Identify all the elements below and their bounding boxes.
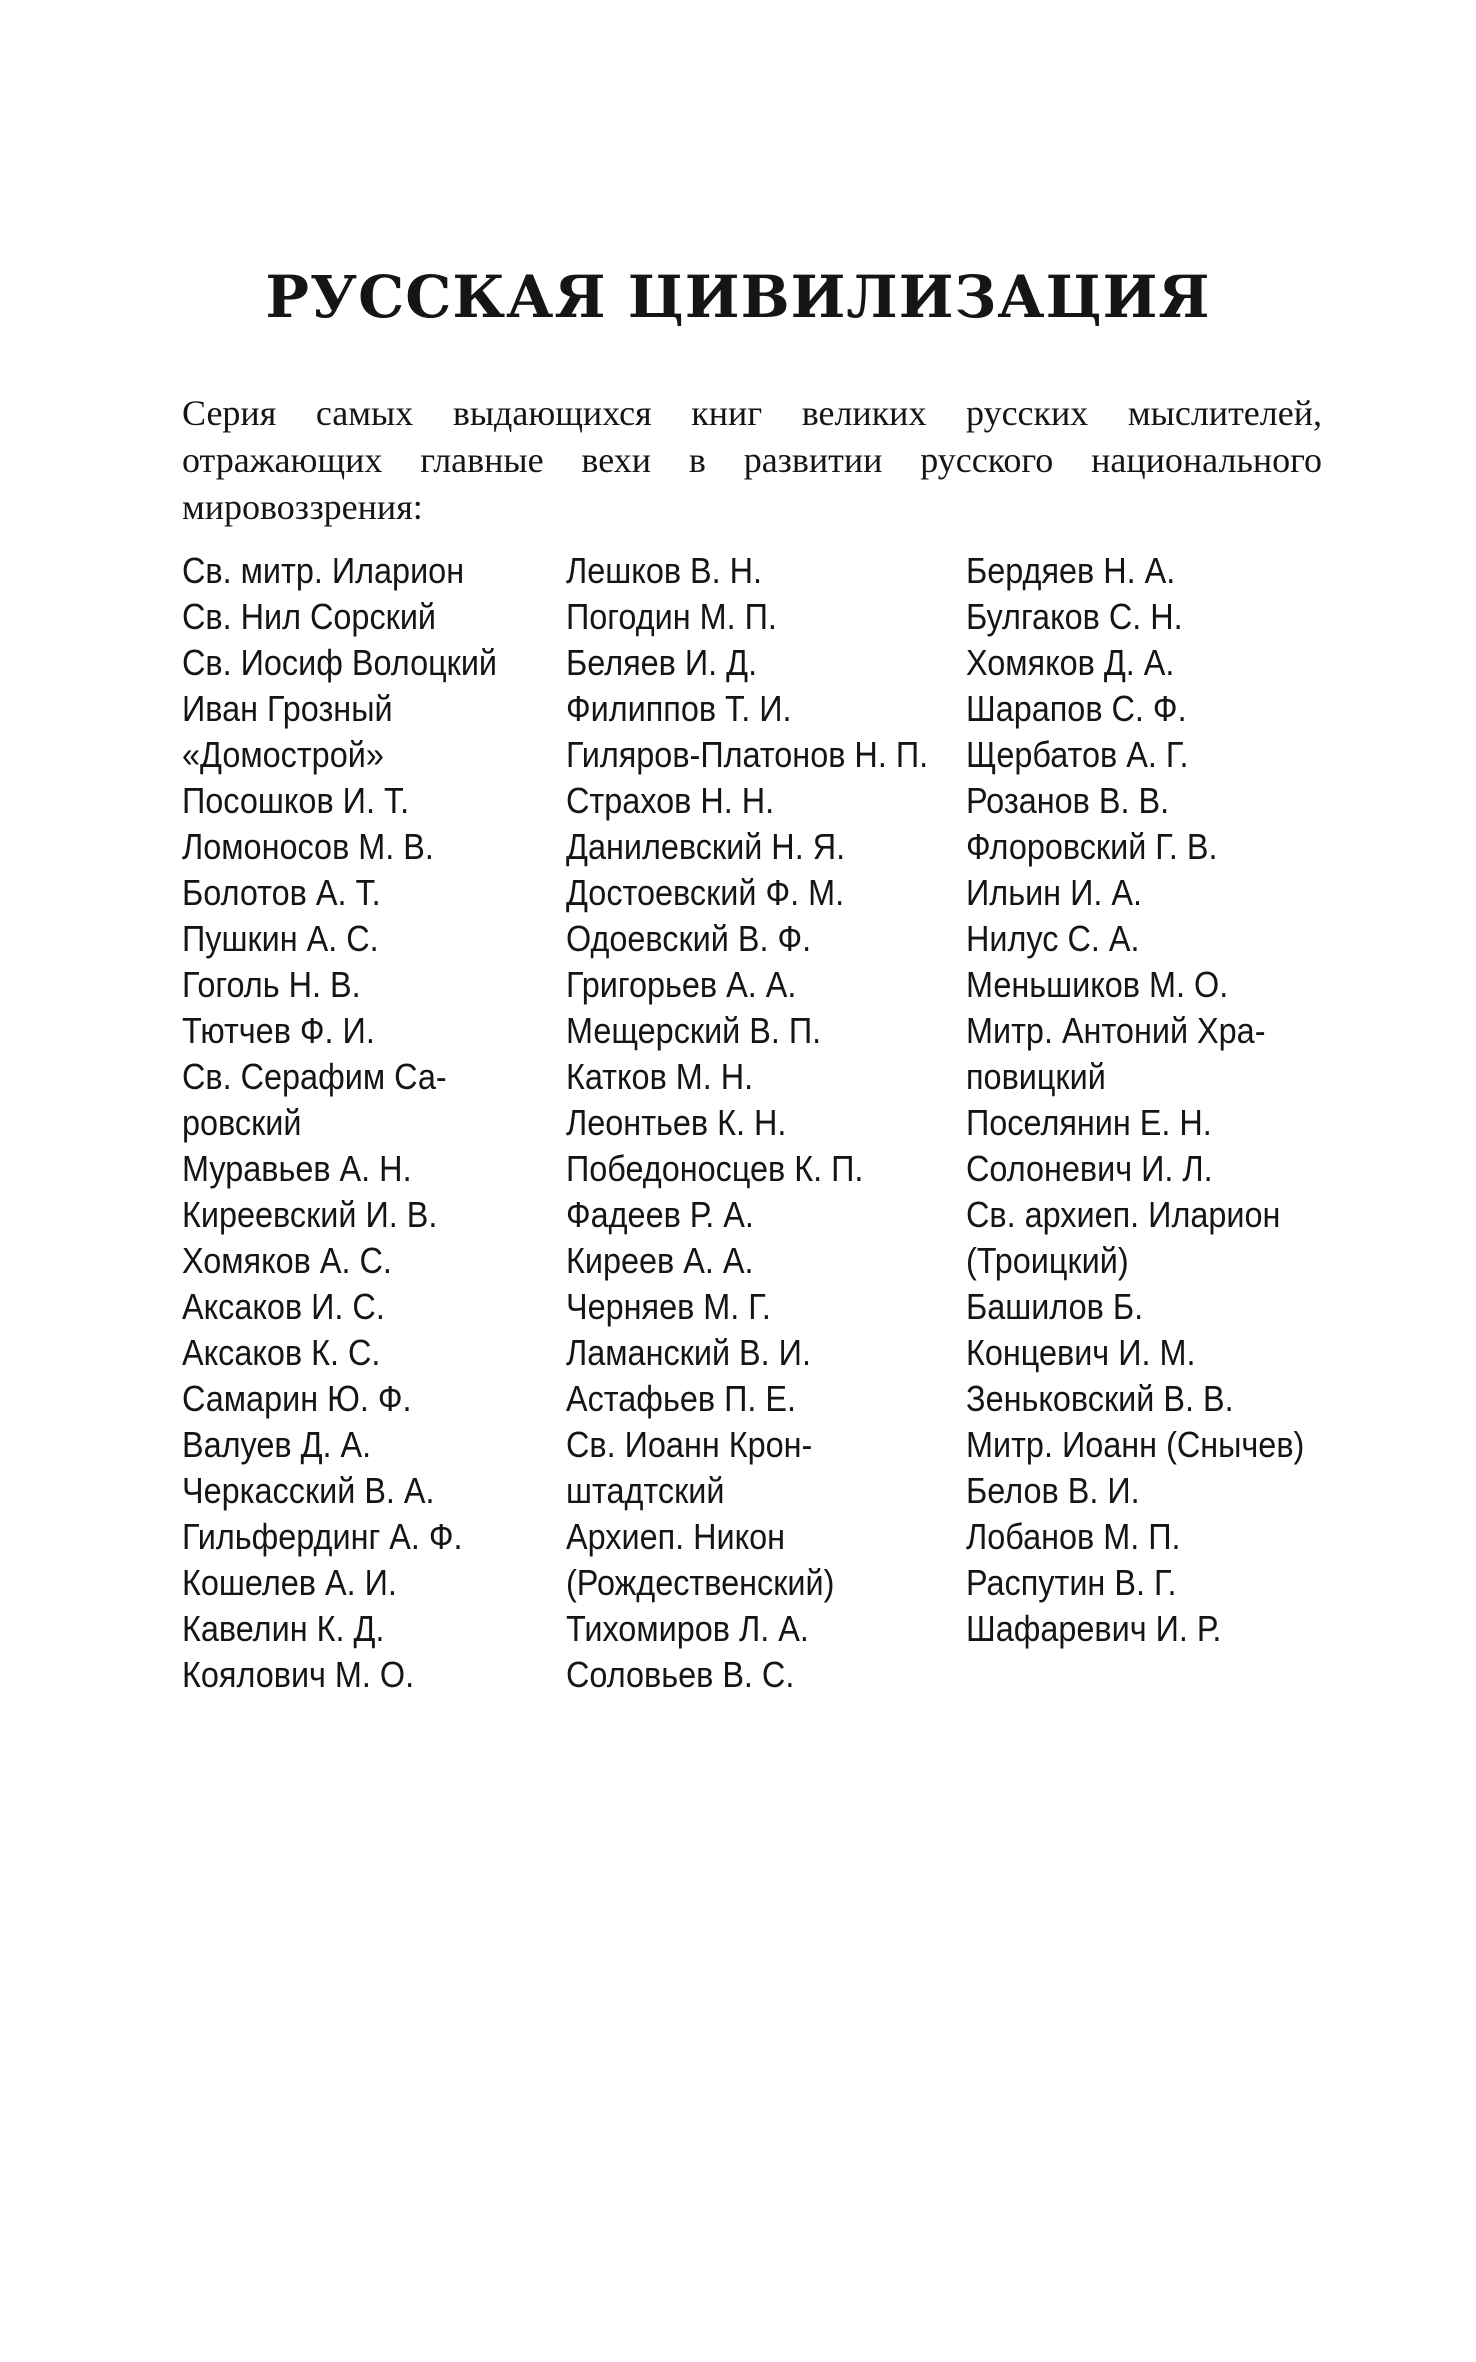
author-entry: Шафаревич И. Р.	[966, 1608, 1222, 1649]
author-entry: Кавелин К. Д.	[182, 1608, 385, 1649]
author-columns	[0, 548, 1476, 1748]
author-entry: Поселянин Е. Н.	[966, 1102, 1212, 1143]
author-entry: Пушкин А. С.	[182, 918, 379, 959]
series-intro: Серия самых выдающихся книг великих русских мыслителей, отражающих главные вехи в развитии русского национального мировоззрения:	[182, 393, 1322, 527]
author-entry: Св. митр. Иларион	[182, 550, 465, 591]
author-entry: Соловьев В. С.	[566, 1654, 795, 1695]
author-entry: Флоровский Г. В.	[966, 826, 1218, 867]
author-entry: Митр. Антоний Хра-	[966, 1010, 1266, 1051]
author-entry: (Рождественский)	[566, 1562, 835, 1603]
author-entry: Розанов В. В.	[966, 780, 1170, 821]
author-entry: Булгаков С. Н.	[966, 596, 1183, 637]
author-entry: Архиеп. Никон	[566, 1516, 786, 1557]
author-entry: Белов В. И.	[966, 1470, 1140, 1511]
author-entry: Тихомиров Л. А.	[566, 1608, 809, 1649]
author-entry: Гоголь Н. В.	[182, 964, 361, 1005]
author-entry: Киреевский И. В.	[182, 1194, 438, 1235]
author-entry: Гиляров-Платонов Н. П.	[566, 734, 929, 775]
author-entry: Хомяков Д. А.	[966, 642, 1175, 683]
author-entry: Солоневич И. Л.	[966, 1148, 1213, 1189]
author-entry: Данилевский Н. Я.	[566, 826, 846, 867]
author-entry: Черкасский В. А.	[182, 1470, 435, 1511]
author-entry: Астафьев П. Е.	[566, 1378, 796, 1419]
author-entry: Тютчев Ф. И.	[182, 1010, 375, 1051]
author-entry: Бердяев Н. А.	[966, 550, 1176, 591]
author-entry: Достоевский Ф. М.	[566, 872, 845, 913]
author-entry: Ильин И. А.	[966, 872, 1142, 913]
author-entry: Погодин М. П.	[566, 596, 777, 637]
author-entry: Беляев И. Д.	[566, 642, 758, 683]
author-entry: Шарапов С. Ф.	[966, 688, 1187, 729]
author-entry: Меньшиков М. О.	[966, 964, 1229, 1005]
author-column-2	[566, 548, 928, 1698]
author-entry: Св. архиеп. Иларион	[966, 1194, 1281, 1235]
author-entry: Коялович М. О.	[182, 1654, 415, 1695]
author-entry: Кошелев А. И.	[182, 1562, 397, 1603]
author-entry: Гильфердинг А. Ф.	[182, 1516, 463, 1557]
author-entry: Аксаков И. С.	[182, 1286, 385, 1327]
author-column-3	[966, 548, 1304, 1652]
author-entry: Распутин В. Г.	[966, 1562, 1177, 1603]
author-entry: Одоевский В. Ф.	[566, 918, 812, 959]
author-entry: Валуев Д. А.	[182, 1424, 372, 1465]
author-entry: Св. Нил Сорский	[182, 596, 437, 637]
author-entry: штадтский	[566, 1470, 725, 1511]
author-entry: Леонтьев К. Н.	[566, 1102, 787, 1143]
author-entry: Киреев А. А.	[566, 1240, 754, 1281]
series-title: РУССКАЯ ЦИВИЛИЗАЦИЯ	[265, 263, 1211, 331]
author-entry: Башилов Б.	[966, 1286, 1144, 1327]
author-entry: повицкий	[966, 1056, 1106, 1097]
author-entry: Лешков В. Н.	[566, 550, 763, 591]
author-entry: Св. Иосиф Волоцкий	[182, 642, 498, 683]
author-column-1	[182, 548, 497, 1698]
author-entry: Лобанов М. П.	[966, 1516, 1181, 1557]
author-entry: Страхов Н. Н.	[566, 780, 775, 821]
author-entry: Зеньковский В. В.	[966, 1378, 1234, 1419]
author-entry: Аксаков К. С.	[182, 1332, 381, 1373]
author-entry: Черняев М. Г.	[566, 1286, 771, 1327]
author-entry: Григорьев А. А.	[566, 964, 797, 1005]
author-entry: Св. Иоанн Крон-	[566, 1424, 813, 1465]
author-entry: Св. Серафим Са-	[182, 1056, 447, 1097]
author-entry: Щербатов А. Г.	[966, 734, 1189, 775]
author-entry: Митр. Иоанн (Снычев)	[966, 1424, 1305, 1465]
author-entry: Болотов А. Т.	[182, 872, 381, 913]
author-entry: Иван Грозный	[182, 688, 393, 729]
author-entry: ровский	[182, 1102, 302, 1143]
author-entry: Катков М. Н.	[566, 1056, 754, 1097]
author-entry: Самарин Ю. Ф.	[182, 1378, 412, 1419]
author-entry: Концевич И. М.	[966, 1332, 1196, 1373]
author-entry: Мещерский В. П.	[566, 1010, 822, 1051]
author-entry: Муравьев А. Н.	[182, 1148, 412, 1189]
author-entry: Хомяков А. С.	[182, 1240, 392, 1281]
author-entry: «Домострой»	[182, 734, 384, 775]
author-entry: Филиппов Т. И.	[566, 688, 792, 729]
author-entry: Победоносцев К. П.	[566, 1148, 864, 1189]
author-entry: Фадеев Р. А.	[566, 1194, 754, 1235]
author-entry: Ломоносов М. В.	[182, 826, 434, 867]
author-entry: (Троицкий)	[966, 1240, 1129, 1281]
author-entry: Ламанский В. И.	[566, 1332, 811, 1373]
author-entry: Нилус С. А.	[966, 918, 1140, 959]
author-entry: Посошков И. Т.	[182, 780, 410, 821]
